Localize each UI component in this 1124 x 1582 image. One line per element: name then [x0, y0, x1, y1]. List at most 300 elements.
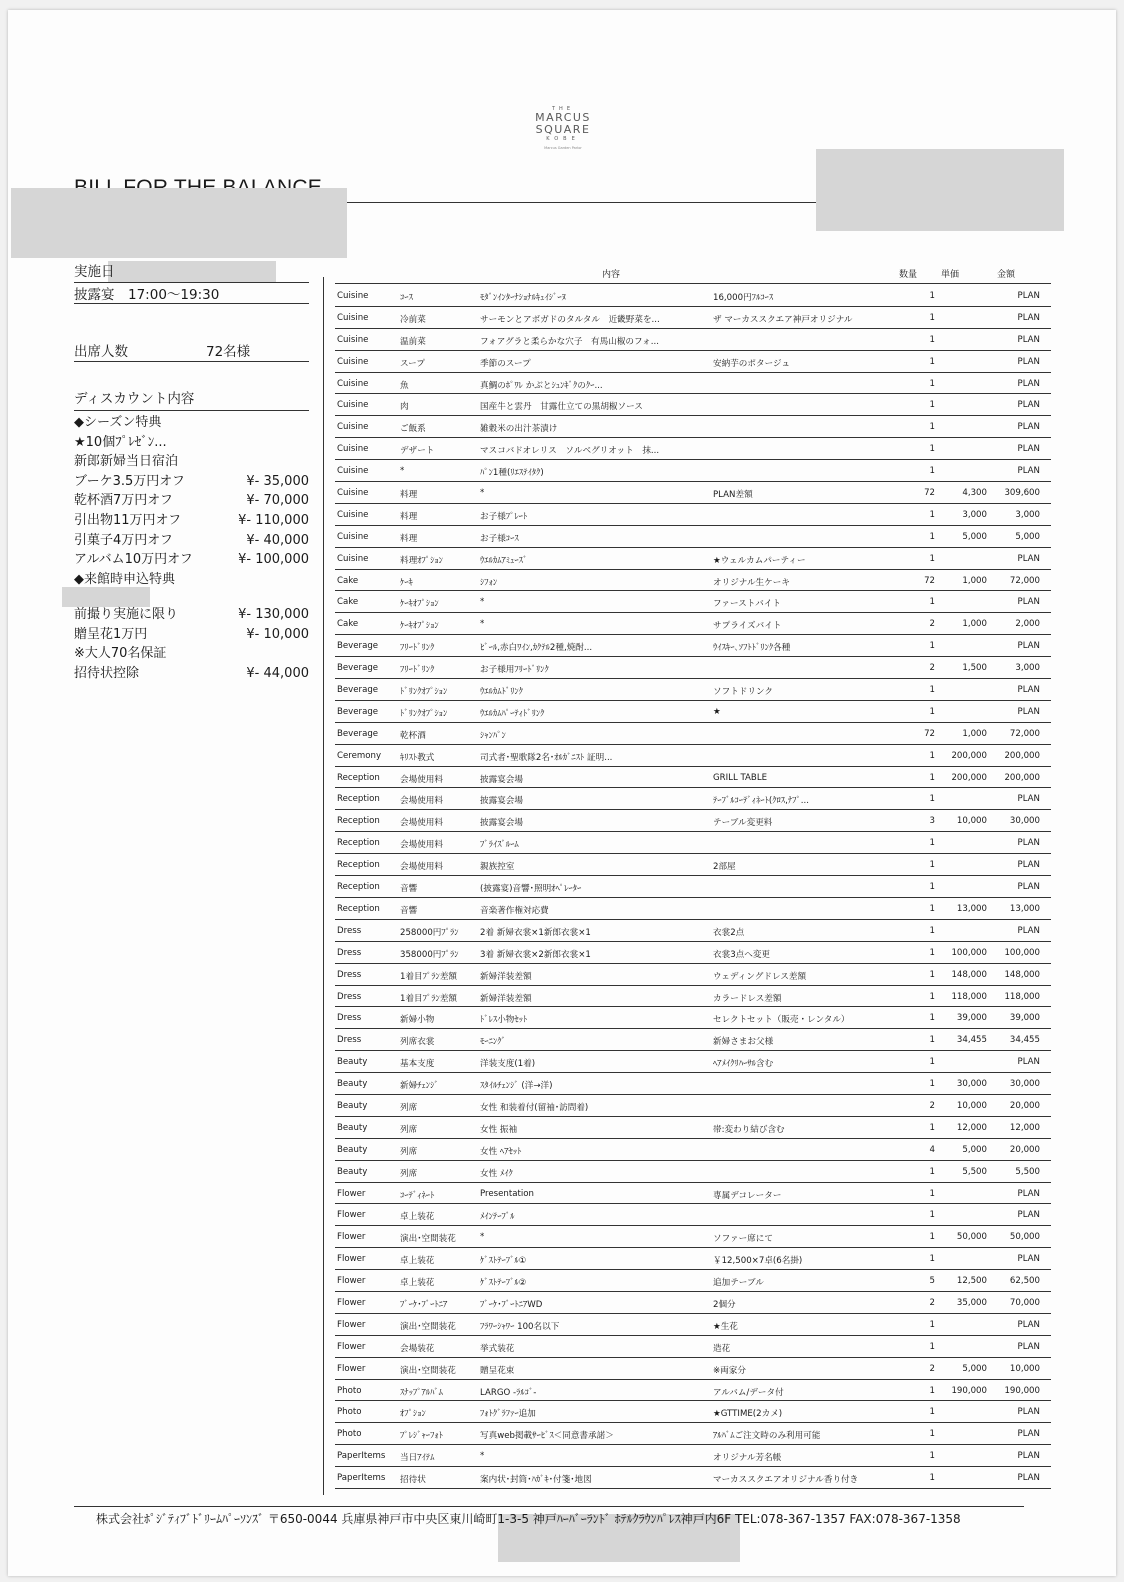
cell-amount: PLAN — [1017, 1473, 1040, 1484]
cell-description: 披露宴会場 — [480, 774, 523, 785]
cell-item-type: 新婦ﾁｪﾝｼﾞ — [400, 1081, 439, 1092]
cell-item-type: 1着目ﾌﾟﾗﾝ差額 — [400, 993, 458, 1004]
cell-amount: PLAN — [1017, 1429, 1040, 1440]
cell-unit-price: 39,000 — [956, 1013, 987, 1024]
cell-category: Cuisine — [337, 509, 369, 520]
cell-quantity: 1 — [929, 882, 935, 893]
cell-note: ※両家分 — [713, 1365, 746, 1376]
discount-item — [74, 414, 309, 432]
cell-description: 音楽著作権対応費 — [480, 905, 549, 916]
cell-category: Cuisine — [337, 422, 369, 433]
cell-unit-price: 10,000 — [956, 816, 987, 827]
cell-quantity: 1 — [929, 378, 935, 389]
table-row — [335, 1401, 1051, 1423]
cell-amount: 62,500 — [1009, 1276, 1040, 1287]
cell-amount: PLAN — [1017, 422, 1040, 433]
cell-quantity: 1 — [929, 1341, 935, 1352]
cell-unit-price: 13,000 — [956, 903, 987, 914]
cell-quantity: 2 — [929, 619, 935, 630]
cell-item-type: 当日ｱｲﾃﾑ — [400, 1453, 435, 1464]
left-divider — [74, 361, 309, 362]
cell-unit-price: 35,000 — [956, 1297, 987, 1308]
cell-item-type: ｺｰﾃﾞｨﾈｰﾄ — [400, 1190, 435, 1201]
cell-description: ﾓｰﾆﾝｸﾞ — [480, 1037, 506, 1048]
cell-category: Flower — [337, 1188, 366, 1199]
table-row — [335, 1139, 1051, 1161]
attendees-value: 72名様 — [206, 344, 251, 360]
discount-item — [74, 626, 309, 644]
discount-label: 前撮り実施に限り — [74, 607, 179, 622]
cell-amount: 5,000 — [1015, 531, 1040, 542]
cell-item-type: ﾌﾞｰｹ･ﾌﾞｰﾄﾆｱ — [400, 1299, 448, 1310]
cell-category: Beauty — [337, 1079, 368, 1090]
cell-note: セレクトセット（販売・レンタル） — [713, 1015, 850, 1026]
cell-unit-price: 1,000 — [962, 619, 987, 630]
header-content: 内容 — [602, 270, 621, 280]
table-row — [335, 416, 1051, 438]
discount-item — [74, 512, 309, 530]
table-row — [335, 285, 1051, 307]
table-row — [335, 1336, 1051, 1358]
cell-description: ｳｴﾙｶﾑｱﾐｭｰｽﾞ — [480, 555, 528, 566]
cell-category: Cuisine — [337, 334, 369, 345]
cell-amount: 3,000 — [1015, 509, 1040, 520]
cell-description: ﾄﾞﾚｽ小物ｾｯﾄ — [480, 1015, 528, 1026]
cell-quantity: 1 — [929, 1188, 935, 1199]
cell-amount: PLAN — [1017, 334, 1040, 345]
cell-category: Beauty — [337, 1122, 368, 1133]
cell-item-type: 魚 — [400, 380, 409, 391]
cell-amount: 72,000 — [1009, 728, 1040, 739]
cell-amount: 200,000 — [1004, 750, 1040, 761]
cell-category: Flower — [337, 1341, 366, 1352]
cell-category: Beverage — [337, 706, 379, 717]
table-row — [335, 307, 1051, 329]
cell-amount: 10,000 — [1009, 1363, 1040, 1374]
discount-amount: ¥- 35,000 — [246, 473, 309, 489]
cell-item-type: 列席 — [400, 1124, 418, 1135]
cell-amount: PLAN — [1017, 882, 1040, 893]
cell-quantity: 1 — [929, 1013, 935, 1024]
cell-item-type: ｽﾅｯﾌﾟｱﾙﾊﾞﾑ — [400, 1387, 443, 1398]
cell-note: ★生花 — [713, 1321, 738, 1332]
cell-note: ★ — [713, 706, 721, 717]
cell-amount: PLAN — [1017, 378, 1040, 389]
table-row — [335, 679, 1051, 701]
cell-category: Photo — [337, 1407, 362, 1418]
cell-category: Flower — [337, 1210, 366, 1221]
cell-quantity: 1 — [929, 400, 935, 411]
cell-item-type: 音響 — [400, 905, 418, 916]
table-row — [335, 745, 1051, 767]
discount-amount: ¥- 130,000 — [238, 607, 309, 622]
reception-time: 披露宴 17:00～19:30 — [74, 287, 220, 303]
cell-category: Flower — [337, 1319, 366, 1330]
discount-label: ※大人70名保証 — [74, 646, 167, 662]
cell-item-type: ｹｰｷｵﾌﾟｼｮﾝ — [400, 599, 439, 610]
cell-quantity: 1 — [929, 969, 935, 980]
column-divider — [323, 277, 324, 1495]
discount-label: 新郎新婦当日宿泊 — [74, 454, 179, 470]
cell-description: 2着 新婦衣裳×1新郎衣裳×1 — [480, 927, 591, 938]
discount-label: ◆シーズン特典 — [74, 415, 162, 430]
table-row — [335, 1292, 1051, 1314]
cell-description: 3着 新婦衣裳×2新郎衣裳×1 — [480, 949, 591, 960]
cell-description: * — [480, 488, 485, 499]
date-label: 実施日 — [74, 264, 115, 280]
discount-item — [74, 532, 309, 550]
cell-quantity: 1 — [929, 706, 935, 717]
cell-amount: 30,000 — [1009, 816, 1040, 827]
table-row — [335, 526, 1051, 548]
discount-amount: ¥- 10,000 — [246, 626, 309, 642]
cell-unit-price: 5,000 — [962, 531, 987, 542]
cell-note: 衣裳3点へ変更 — [713, 949, 771, 960]
cell-category: Cuisine — [337, 400, 369, 411]
cell-amount: 72,000 — [1009, 575, 1040, 586]
cell-note: マーカススクエアオリジナル香り付き — [713, 1475, 859, 1486]
cell-quantity: 1 — [929, 1232, 935, 1243]
cell-quantity: 1 — [929, 991, 935, 1002]
cell-unit-price: 200,000 — [951, 772, 987, 783]
cell-quantity: 1 — [929, 422, 935, 433]
cell-amount: 34,455 — [1009, 1035, 1040, 1046]
cell-amount: 39,000 — [1009, 1013, 1040, 1024]
cell-note: サプライズバイト — [713, 621, 782, 632]
discount-label: 引菓子4万円オフ — [74, 532, 173, 548]
cell-amount: PLAN — [1017, 1319, 1040, 1330]
left-divider — [74, 410, 309, 411]
cell-category: Cuisine — [337, 312, 369, 323]
cell-description: * — [480, 1232, 485, 1243]
discount-label: ◆来館時申込特典 — [74, 571, 175, 587]
redaction-top-right — [816, 149, 1064, 231]
cell-amount: 20,000 — [1009, 1144, 1040, 1155]
cell-category: Dress — [337, 1035, 362, 1046]
table-row — [335, 810, 1051, 832]
discount-item — [74, 606, 309, 624]
cell-quantity: 1 — [929, 1451, 935, 1462]
bill-table — [335, 285, 1051, 1489]
cell-category: Beauty — [337, 1100, 368, 1111]
cell-description: ｽﾀｲﾙﾁｪﾝｼﾞ (洋→洋) — [480, 1081, 553, 1092]
cell-quantity: 1 — [929, 925, 935, 936]
cell-item-type: 1着目ﾌﾟﾗﾝ差額 — [400, 971, 458, 982]
cell-note: 専属デコレーター — [713, 1190, 782, 1201]
cell-item-type: 列席 — [400, 1102, 418, 1113]
cell-amount: PLAN — [1017, 444, 1040, 455]
cell-note: 追加テーブル — [713, 1278, 764, 1289]
cell-quantity: 1 — [929, 1385, 935, 1396]
cell-unit-price: 100,000 — [951, 947, 987, 958]
header-rule — [335, 283, 1051, 284]
table-row — [335, 1095, 1051, 1117]
cell-quantity: 1 — [929, 466, 935, 477]
cell-amount: 5,500 — [1015, 1166, 1040, 1177]
redaction-discount — [62, 587, 150, 607]
cell-note: 帯:変わり結び含む — [713, 1124, 785, 1135]
cell-description: お子様ﾌﾟﾚｰﾄ — [480, 511, 528, 522]
cell-amount: PLAN — [1017, 553, 1040, 564]
cell-amount: 12,000 — [1009, 1122, 1040, 1133]
cell-description: 写真web掲載ｻｰﾋﾞｽ＜同意書承諾＞ — [480, 1431, 614, 1442]
cell-category: Beverage — [337, 685, 379, 696]
cell-amount: PLAN — [1017, 597, 1040, 608]
cell-unit-price: 5,500 — [962, 1166, 987, 1177]
cell-item-type: ﾌﾘｰﾄﾞﾘﾝｸ — [400, 643, 435, 654]
cell-unit-price: 30,000 — [956, 1079, 987, 1090]
cell-category: Beauty — [337, 1144, 368, 1155]
cell-item-type: 音響 — [400, 884, 418, 895]
cell-note: ｱﾙﾊﾞﾑご注文時のみ利用可能 — [713, 1431, 821, 1442]
table-row — [335, 373, 1051, 395]
cell-unit-price: 190,000 — [951, 1385, 987, 1396]
cell-amount: 2,000 — [1015, 619, 1040, 630]
cell-category: Dress — [337, 1013, 362, 1024]
cell-description: ﾊﾟﾝ1種(ﾘｴｽﾃｲﾀｸ) — [480, 468, 544, 479]
cell-description: 挙式装花 — [480, 1343, 515, 1354]
table-row — [335, 1467, 1051, 1489]
discount-label: アルバム10万円オフ — [74, 552, 193, 568]
cell-amount: 50,000 — [1009, 1232, 1040, 1243]
cell-note: ★GTTIME(2カメ) — [713, 1409, 783, 1420]
table-row — [335, 767, 1051, 789]
cell-note: PLAN差額 — [713, 490, 753, 501]
cell-description: 国産牛と雲丹 甘露仕立ての黒胡椒ソース — [480, 402, 643, 413]
logo-line1: MARCUS — [535, 111, 591, 124]
table-row — [335, 1007, 1051, 1029]
cell-note: ﾃｰﾌﾞﾙｺｰﾃﾞｨﾈｰﾄ(ｸﾛｽ,ﾅﾌﾟ... — [713, 796, 809, 807]
cell-quantity: 1 — [929, 509, 935, 520]
cell-category: Flower — [337, 1254, 366, 1265]
cell-description: 女性 ﾒｲｸ — [480, 1168, 513, 1179]
cell-unit-price: 1,500 — [962, 663, 987, 674]
cell-category: Flower — [337, 1363, 366, 1374]
cell-category: Dress — [337, 991, 362, 1002]
cell-item-type: 卓上装花 — [400, 1278, 435, 1289]
cell-description: 披露宴会場 — [480, 796, 523, 807]
cell-note: オリジナル生ケーキ — [713, 577, 790, 588]
cell-unit-price: 3,000 — [962, 509, 987, 520]
cell-quantity: 1 — [929, 312, 935, 323]
cell-item-type: 会場使用料 — [400, 840, 443, 851]
cell-category: Beauty — [337, 1057, 368, 1068]
cell-item-type: ﾄﾞﾘﾝｸｵﾌﾟｼｮﾝ — [400, 708, 448, 719]
cell-item-type: 258000円ﾌﾟﾗﾝ — [400, 927, 459, 938]
cell-description: ﾌﾞﾗｲｽﾞﾙｰﾑ — [480, 840, 519, 851]
cell-quantity: 2 — [929, 663, 935, 674]
marcus-square-logo — [528, 106, 598, 150]
discount-title: ディスカウント内容 — [74, 391, 195, 407]
cell-description: ｳｴﾙｶﾑﾄﾞﾘﾝｸ — [480, 687, 523, 698]
cell-unit-price: 5,000 — [962, 1363, 987, 1374]
cell-item-type: ﾄﾞﾘﾝｸｵﾌﾟｼｮﾝ — [400, 687, 448, 698]
cell-item-type: 演出･空間装花 — [400, 1234, 456, 1245]
cell-category: Reception — [337, 903, 380, 914]
cell-description: ｹﾞｽﾄﾃｰﾌﾞﾙ② — [480, 1278, 527, 1289]
table-row — [335, 657, 1051, 679]
cell-description: * — [480, 597, 485, 608]
discount-amount: ¥- 40,000 — [246, 532, 309, 548]
table-row — [335, 1314, 1051, 1336]
cell-item-type: 料理 — [400, 490, 418, 501]
attendees — [74, 343, 309, 361]
cell-amount: PLAN — [1017, 860, 1040, 871]
cell-item-type: ﾌﾘｰﾄﾞﾘﾝｸ — [400, 665, 435, 676]
cell-quantity: 1 — [929, 1122, 935, 1133]
cell-description: 洋装支度(1着) — [480, 1059, 536, 1070]
table-row — [335, 920, 1051, 942]
cell-item-type: 肉 — [400, 402, 409, 413]
cell-description: ﾓﾀﾞﾝｲﾝﾀｰﾅｼｮﾅﾙｷｭｲｼﾞｰﾇ — [480, 293, 566, 303]
cell-description: ﾌﾞｰｹ･ﾌﾞｰﾄﾆｱWD — [480, 1299, 543, 1310]
cell-item-type: ｹｰｷｵﾌﾟｼｮﾝ — [400, 621, 439, 632]
logo-line2: SQUARE — [535, 123, 591, 136]
table-row — [335, 1051, 1051, 1073]
table-row — [335, 1204, 1051, 1226]
table-row — [335, 986, 1051, 1008]
discount-item — [74, 571, 309, 589]
cell-item-type: 演出･空間装花 — [400, 1365, 456, 1376]
cell-item-type: ｷﾘｽﾄ教式 — [400, 752, 435, 763]
discount-item — [74, 492, 309, 510]
cell-amount: PLAN — [1017, 925, 1040, 936]
cell-item-type: 料理 — [400, 533, 418, 544]
cell-category: PaperItems — [337, 1451, 386, 1462]
discount-item — [74, 453, 309, 471]
attendees-label: 出席人数 — [74, 344, 128, 360]
discount-item — [74, 551, 309, 569]
cell-item-type: 温前菜 — [400, 336, 426, 347]
cell-quantity: 2 — [929, 1297, 935, 1308]
cell-note: ウェディングドレス差額 — [713, 971, 807, 982]
cell-description: 真鯛のﾎﾟﾜﾚ かぶとｼｭﾝｷﾞｸのｸｰ... — [480, 380, 603, 391]
cell-quantity: 1 — [929, 356, 935, 367]
cell-note: ソファー席にて — [713, 1234, 773, 1245]
cell-description: * — [480, 619, 485, 630]
discount-item — [74, 473, 309, 491]
cell-quantity: 1 — [929, 291, 935, 301]
cell-description: ｼﾌｫﾝ — [480, 577, 498, 588]
cell-quantity: 1 — [929, 1166, 935, 1177]
table-row — [335, 329, 1051, 351]
cell-note: ★ウェルカムパーティー — [713, 555, 806, 566]
cell-category: Dress — [337, 925, 362, 936]
cell-category: Reception — [337, 838, 380, 849]
cell-category: Beverage — [337, 663, 379, 674]
cell-item-type: 基本支度 — [400, 1059, 435, 1070]
table-row — [335, 1423, 1051, 1445]
cell-item-type: スープ — [400, 358, 425, 369]
cell-category: Beverage — [337, 728, 379, 739]
cell-amount: 13,000 — [1009, 903, 1040, 914]
table-row — [335, 351, 1051, 373]
cell-description: ﾋﾞｰﾙ,赤白ﾜｲﾝ,ｶｸﾃﾙ2種,焼酎... — [480, 643, 593, 654]
left-divider — [74, 282, 309, 283]
cell-description: お子様用ﾌﾘｰﾄﾞﾘﾝｸ — [480, 665, 549, 676]
cell-amount: PLAN — [1017, 466, 1040, 477]
cell-item-type: 冷前菜 — [400, 314, 426, 325]
discount-amount: ¥- 110,000 — [238, 513, 309, 528]
cell-category: Reception — [337, 882, 380, 893]
cell-description: 案内状･封筒･ﾊｶﾞｷ･付箋･地図 — [480, 1475, 592, 1486]
cell-note: テーブル変更料 — [713, 818, 773, 829]
cell-unit-price: 50,000 — [956, 1232, 987, 1243]
cell-item-type: 会場使用料 — [400, 818, 443, 829]
cell-description: 披露宴会場 — [480, 818, 523, 829]
table-row — [335, 964, 1051, 986]
discount-label: 招待状控除 — [74, 665, 140, 681]
cell-category: Reception — [337, 816, 380, 827]
cell-category: Cake — [337, 597, 359, 608]
cell-item-type: 列席 — [400, 1168, 418, 1179]
header-amount: 金額 — [997, 270, 1016, 280]
cell-quantity: 1 — [929, 1035, 935, 1046]
cell-item-type: 料理 — [400, 511, 418, 522]
cell-description: 贈呈花束 — [480, 1365, 515, 1376]
cell-item-type: 卓上装花 — [400, 1212, 435, 1223]
cell-quantity: 1 — [929, 860, 935, 871]
cell-note: ￥12,500×7卓(6名掛) — [713, 1256, 803, 1267]
cell-quantity: 1 — [929, 531, 935, 542]
table-row — [335, 570, 1051, 592]
cell-category: Dress — [337, 947, 362, 958]
cell-item-type: 乾杯酒 — [400, 730, 426, 741]
cell-note: ｳｲｽｷｰ､ｿﾌﾄﾄﾞﾘﾝｸ各種 — [713, 643, 791, 654]
table-row — [335, 832, 1051, 854]
cell-note: 衣裳2点 — [713, 927, 745, 938]
cell-amount: PLAN — [1017, 838, 1040, 849]
cell-quantity: 3 — [929, 816, 935, 827]
cell-amount: PLAN — [1017, 1188, 1040, 1199]
table-row — [335, 898, 1051, 920]
table-row — [335, 482, 1051, 504]
cell-unit-price: 5,000 — [962, 1144, 987, 1155]
cell-amount: PLAN — [1017, 1451, 1040, 1462]
table-row — [335, 1445, 1051, 1467]
left-divider — [74, 303, 309, 304]
cell-category: Cuisine — [337, 291, 369, 301]
cell-category: Beauty — [337, 1166, 368, 1177]
cell-description: フォアグラと柔らかな穴子 有馬山椒のフォ... — [480, 336, 659, 347]
cell-category: Flower — [337, 1297, 366, 1308]
cell-note: ソフトドリンク — [713, 687, 773, 698]
cell-note: 16,000円ﾌﾙｺｰｽ — [713, 293, 774, 303]
cell-note: アルバム/データ付 — [713, 1387, 784, 1398]
discount-amount: ¥- 70,000 — [246, 493, 309, 509]
cell-unit-price: 34,455 — [956, 1035, 987, 1046]
cell-item-type: 会場使用料 — [400, 774, 443, 785]
cell-category: PaperItems — [337, 1473, 386, 1484]
discount-item — [74, 434, 309, 452]
cell-item-type: 会場使用料 — [400, 796, 443, 807]
cell-category: Ceremony — [337, 750, 382, 761]
cell-item-type: ｵﾌﾟｼｮﾝ — [400, 1409, 426, 1420]
cell-item-type: 358000円ﾌﾟﾗﾝ — [400, 949, 459, 960]
cell-quantity: 1 — [929, 1254, 935, 1265]
cell-category: Cuisine — [337, 466, 369, 477]
cell-amount: 100,000 — [1004, 947, 1040, 958]
cell-quantity: 1 — [929, 1429, 935, 1440]
cell-category: Photo — [337, 1429, 362, 1440]
cell-category: Reception — [337, 794, 380, 805]
cell-quantity: 1 — [929, 750, 935, 761]
cell-category: Reception — [337, 772, 380, 783]
table-row — [335, 613, 1051, 635]
discount-label: 引出物11万円オフ — [74, 513, 182, 528]
table-row — [335, 1270, 1051, 1292]
cell-category: Flower — [337, 1276, 366, 1287]
